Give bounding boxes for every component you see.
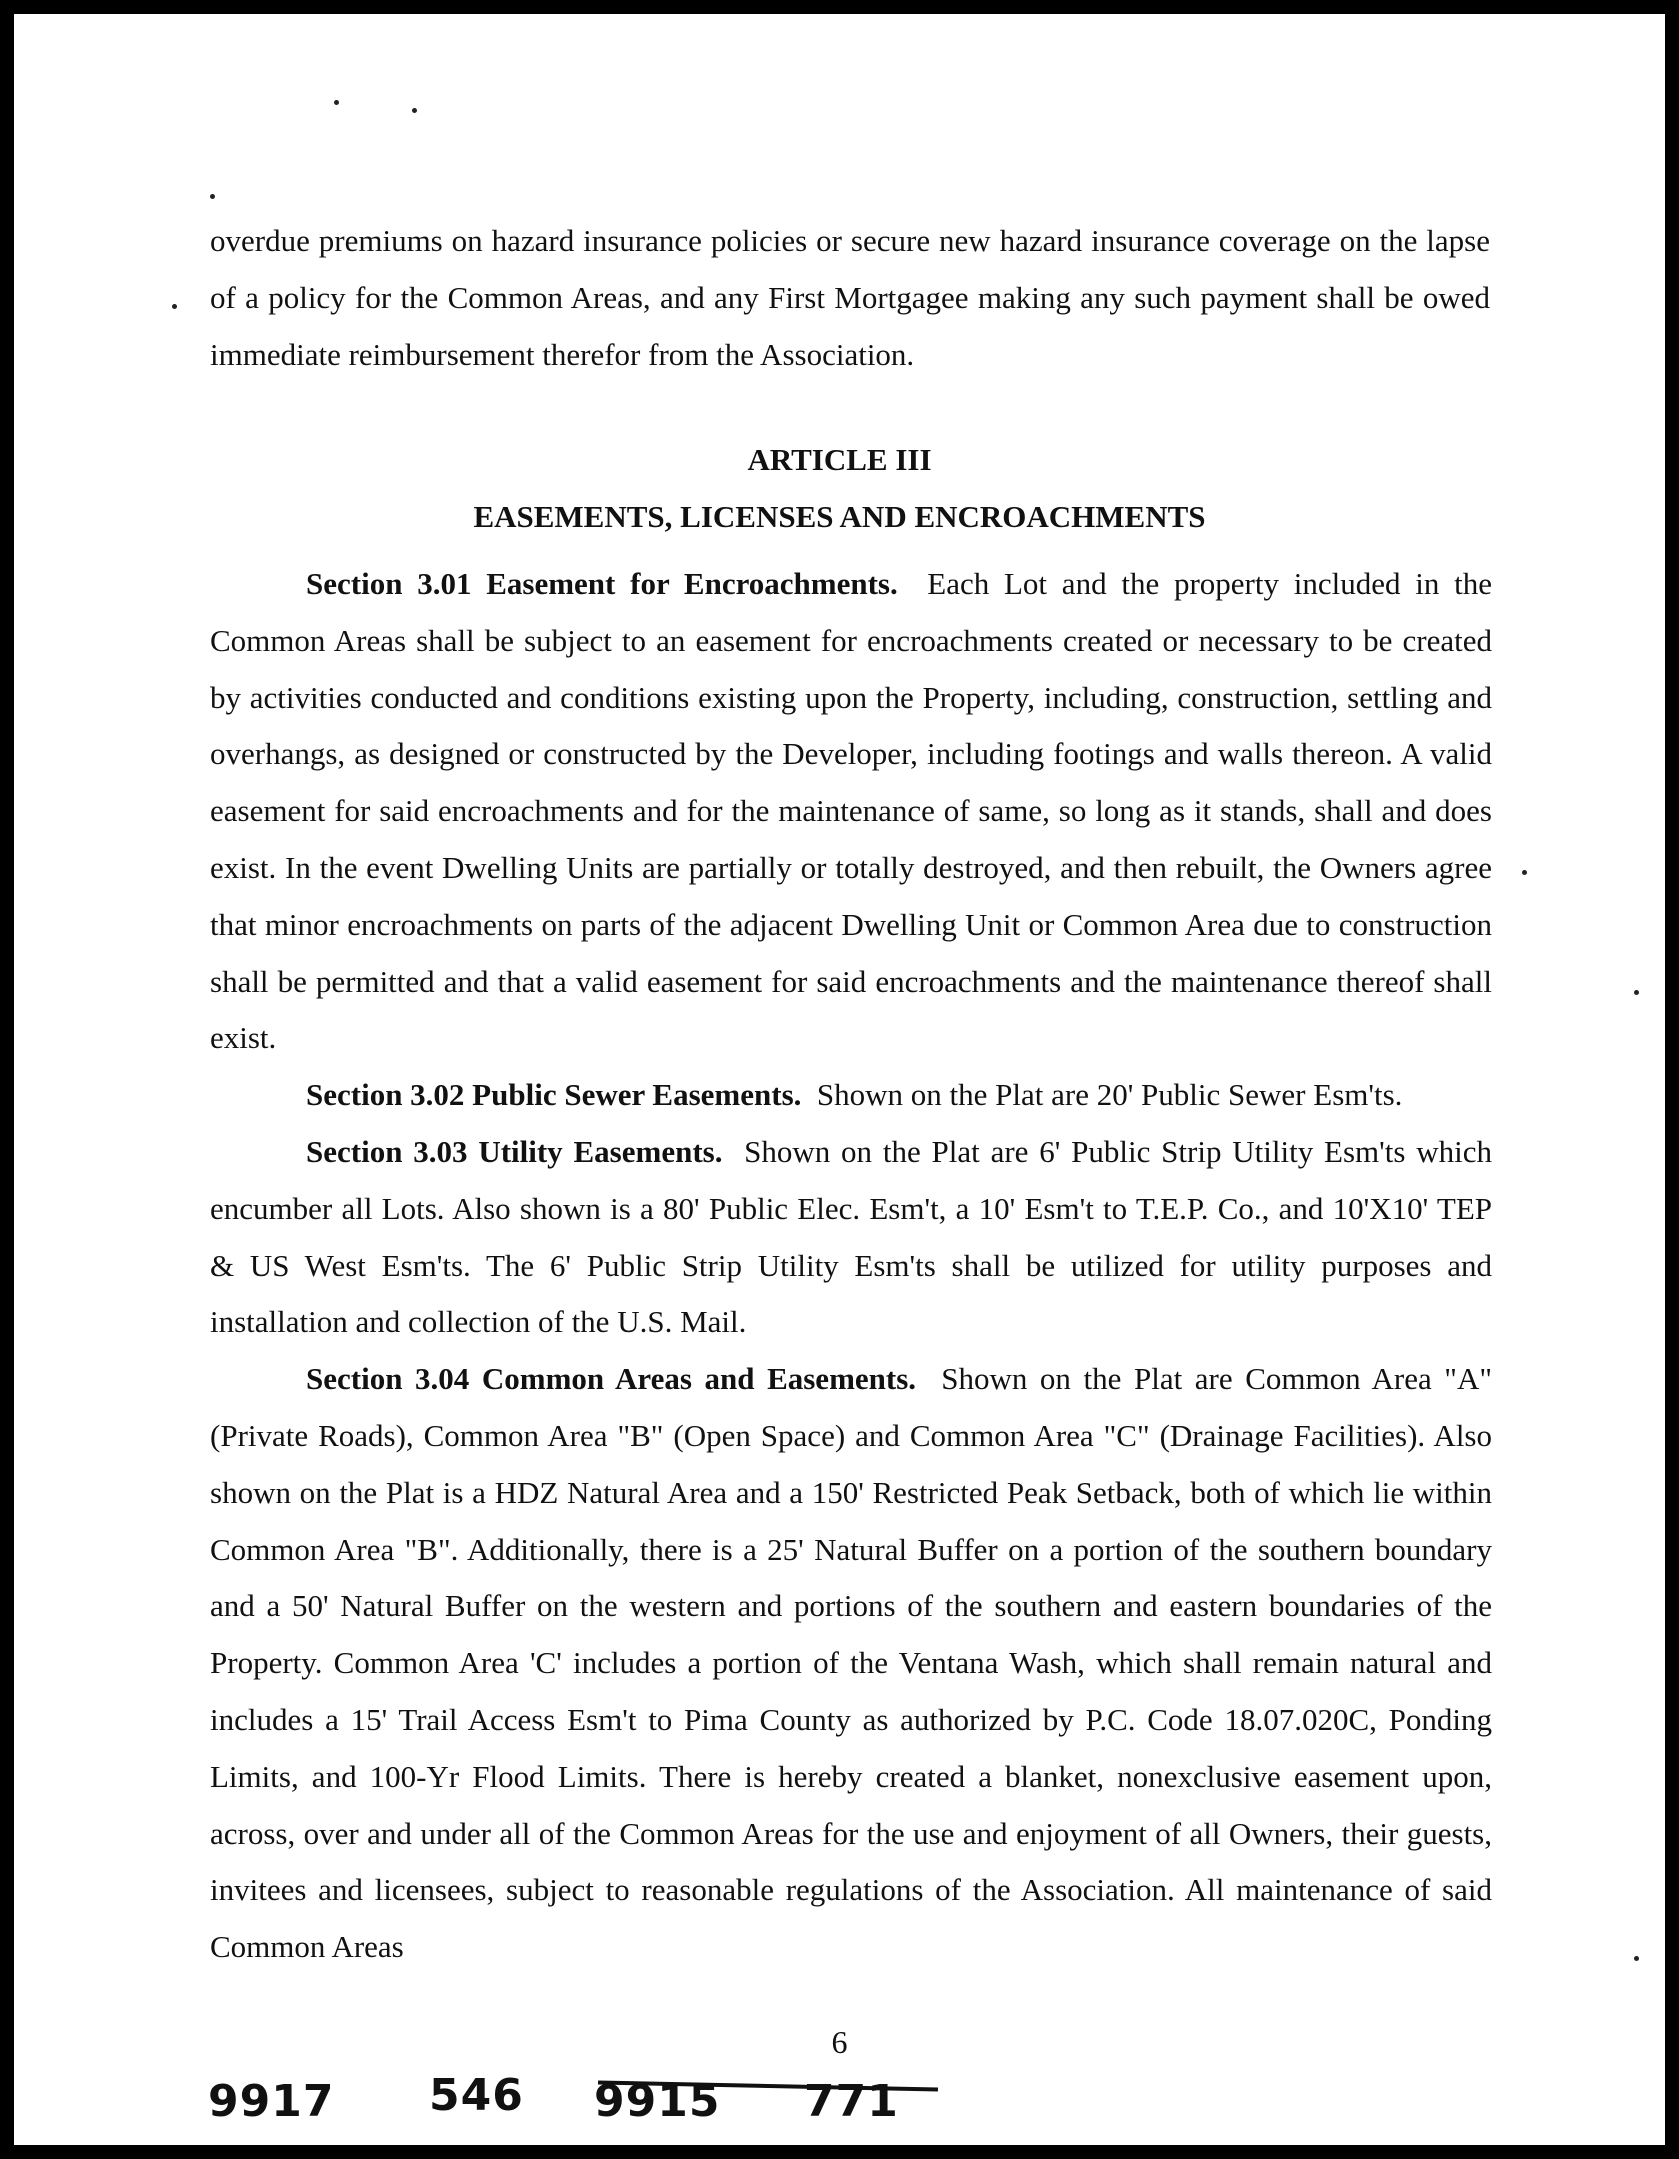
intro-paragraph: overdue premiums on hazard insurance policies or secure new hazard insurance coverage on the lapse of a policy for the Common Areas, and any First Mortgagee making any such payment shall be owed immediate reimbursement therefor from the Association. — [210, 223, 1490, 372]
scan-speck — [210, 194, 215, 199]
intro-block — [210, 212, 1490, 383]
scan-speck — [334, 100, 339, 105]
recording-stamps — [194, 2070, 954, 2145]
scan-speck — [1522, 870, 1527, 875]
page-number: 6 — [831, 2024, 848, 2060]
article-title: EASEMENTS, LICENSES AND ENCROACHMENTS — [473, 499, 1206, 534]
section-heading: Section 3.02 Public Sewer Easements. — [306, 1077, 802, 1113]
stamp-docket-number: 9917 — [208, 2076, 335, 2127]
stamp-docket-number-struck: 9915 — [594, 2076, 721, 2127]
section-text: Shown on the Plat are 6' Public Strip Utility Esm'ts which encumber all Lots. Also shown is a 80' Public Elec. Esm't, a 10' Esm't to T.E.P. Co., and 10'X10' TEP & US West Esm'ts. The 6' Public Strip Utility Esm'ts shall be utilized for utility purposes and installation and collection of the U.S. Mail. — [210, 1133, 1492, 1340]
document-page — [14, 14, 1665, 2145]
section-3-01 — [210, 556, 1492, 1067]
section-heading: Section 3.04 Common Areas and Easements. — [306, 1361, 917, 1397]
stamp-page-number: 546 — [429, 2070, 524, 2121]
section-heading: Section 3.01 Easement for Encroachments. — [306, 566, 898, 601]
stamp-page-number-struck: 771 — [804, 2076, 899, 2127]
section-text: Each Lot and the property included in the Common Areas shall be subject to an easement for encroachments created or necessary to be created by activities conducted and conditions existing upon the Property, including, construction, settling and overhangs, as designed or constructed by the Developer, including footings and walls thereon. A valid easement for said encroachments and for the maintenance of same, so long as it stands, shall and does exist. In the event Dwelling Units are partially or totally destroyed, and then rebuilt, the Owners agree that minor encroachments on parts of the adjacent Dwelling Unit or Common Area due to construction shall be permitted and that a valid easement for said encroachments and the maintenance thereof shall exist. — [210, 566, 1492, 1056]
section-3-04 — [210, 1351, 1492, 1976]
scan-speck — [412, 108, 417, 113]
scan-speck — [1634, 990, 1639, 995]
article-number: ARTICLE III — [747, 442, 932, 477]
section-text: Shown on the Plat are Common Area "A" (Private Roads), Common Area "B" (Open Space) and Common Area "C" (Drainage Facilities). Also shown on the Plat is a HDZ Natural Area and a 150' Restricted Peak Setback, both of which lie within Common Area "B". Additionally, there is a 25' Natural Buffer on a portion of the southern boundary and a 50' Natural Buffer on the western and portions of the southern and eastern boundaries of the Property. Common Area 'C' includes a portion of the Ventana Wash, which shall remain natural and includes a 15' Trail Access Esm't to Pima County as authorized by P.C. Code 18.07.020C, Ponding Limits, and 100-Yr Flood Limits. There is hereby created a blanket, nonexclusive easement upon, across, over and under all of the Common Areas for the use and enjoyment of all Owners, their guests, invitees and licensees, subject to reasonable regulations of the Association. All maintenance of said Common Areas — [210, 1361, 1492, 1965]
section-heading: Section 3.03 Utility Easements. — [306, 1133, 723, 1169]
scan-speck — [1634, 1956, 1639, 1961]
scan-speck — [172, 304, 177, 309]
section-text: Shown on the Plat are 20' Public Sewer Esm'ts. — [816, 1077, 1403, 1113]
section-3-03 — [210, 1124, 1492, 1351]
sections-block — [210, 556, 1492, 1976]
section-3-02 — [210, 1067, 1492, 1124]
